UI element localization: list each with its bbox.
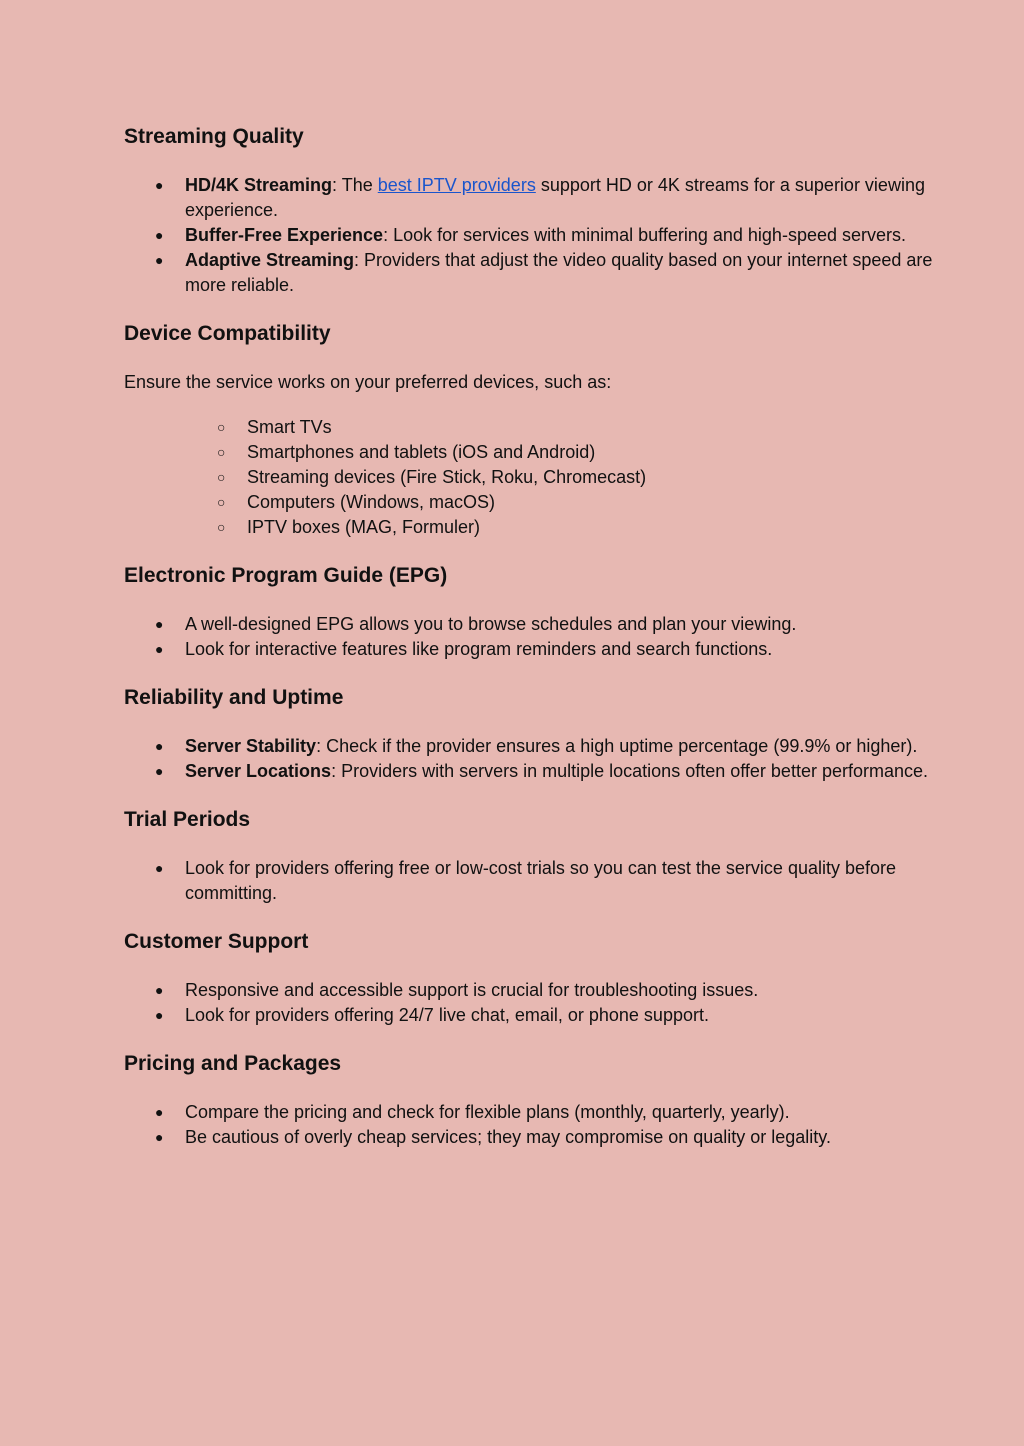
bullet-icon: ● [155, 616, 164, 632]
list-item [124, 248, 955, 298]
list-item [124, 173, 955, 223]
list-item [124, 515, 1024, 540]
section-heading: Electronic Program Guide (EPG) [124, 564, 448, 587]
section-heading: Streaming Quality [124, 125, 304, 148]
item-text: Look for interactive features like program reminders and search functions. [185, 639, 773, 659]
item-text: Responsive and accessible support is crucial for troubleshooting issues. [185, 980, 759, 1000]
section-heading: Trial Periods [124, 808, 251, 831]
bullet-icon: ● [155, 227, 164, 243]
bullet-list [124, 1100, 1024, 1150]
device-list [124, 415, 1024, 540]
item-text: Smart TVs [247, 417, 332, 437]
hollow-bullet-icon: ○ [217, 419, 226, 435]
list-item [124, 415, 1024, 440]
item-text: Computers (Windows, macOS) [247, 492, 496, 512]
hollow-bullet-icon: ○ [217, 519, 226, 535]
section-trial-periods [124, 806, 1024, 906]
section-pricing [124, 1050, 1024, 1150]
item-text: support HD or 4K streams for a superior viewing experience. [185, 175, 925, 220]
best-iptv-providers-link[interactable]: best IPTV providers [377, 175, 536, 195]
item-text: A well-designed EPG allows you to browse schedules and plan your viewing. [185, 614, 797, 634]
list-item [124, 1125, 955, 1150]
bullet-icon: ● [155, 252, 164, 268]
bullet-list [124, 856, 1024, 906]
bullet-icon: ● [155, 982, 164, 998]
item-text: Smartphones and tablets (iOS and Android) [247, 442, 596, 462]
bullet-icon: ● [155, 641, 164, 657]
bullet-icon: ● [155, 860, 164, 876]
bullet-list [124, 612, 1024, 662]
section-heading: Device Compatibility [124, 322, 331, 345]
item-bold-label: Server Stability [185, 736, 317, 756]
list-item [124, 440, 1024, 465]
hollow-bullet-icon: ○ [217, 444, 226, 460]
item-bold-label: HD/4K Streaming [185, 175, 333, 195]
bullet-list [124, 173, 1024, 298]
list-item [124, 465, 1024, 490]
bullet-icon: ● [155, 177, 164, 193]
bullet-icon: ● [155, 738, 164, 754]
bullet-list [124, 734, 1024, 784]
list-item [124, 223, 955, 248]
section-epg [124, 562, 1024, 662]
bullet-icon: ● [155, 1129, 164, 1145]
item-text: : Check if the provider ensures a high uptime percentage (99.9% or higher). [316, 736, 918, 756]
list-item [124, 759, 955, 784]
list-item [124, 637, 955, 662]
item-text: Look for providers offering 24/7 live chat, email, or phone support. [185, 1005, 709, 1025]
item-text: Streaming devices (Fire Stick, Roku, Chromecast) [247, 467, 647, 487]
list-item [124, 490, 1024, 515]
bullet-list [124, 978, 1024, 1028]
item-text: : The [332, 175, 378, 195]
section-heading: Pricing and Packages [124, 1052, 342, 1075]
list-item [124, 978, 955, 1003]
bullet-icon: ● [155, 1007, 164, 1023]
hollow-bullet-icon: ○ [217, 494, 226, 510]
section-intro: Ensure the service works on your preferred devices, such as: [124, 372, 612, 392]
item-text: : Providers that adjust the video quality based on your internet speed are more reliable. [185, 250, 933, 295]
item-text: Look for providers offering free or low-cost trials so you can test the service quality before committing. [185, 858, 897, 903]
section-customer-support [124, 928, 1024, 1028]
bullet-icon: ● [155, 763, 164, 779]
section-device-compatibility [124, 320, 1024, 540]
hollow-bullet-icon: ○ [217, 469, 226, 485]
item-text: : Providers with servers in multiple locations often offer better performance. [331, 761, 928, 781]
section-heading: Customer Support [124, 930, 309, 953]
list-item [124, 612, 955, 637]
item-text: Compare the pricing and check for flexible plans (monthly, quarterly, yearly). [185, 1102, 790, 1122]
bullet-icon: ● [155, 1104, 164, 1120]
list-item [124, 734, 955, 759]
item-bold-label: Buffer-Free Experience [185, 225, 384, 245]
section-streaming-quality [124, 123, 1024, 298]
section-heading: Reliability and Uptime [124, 686, 344, 709]
item-bold-label: Server Locations [185, 761, 332, 781]
item-text: : Look for services with minimal buffering and high-speed servers. [383, 225, 906, 245]
list-item [124, 1003, 955, 1028]
list-item [124, 1100, 955, 1125]
section-reliability [124, 684, 1024, 784]
list-item [124, 856, 955, 906]
item-bold-label: Adaptive Streaming [185, 250, 355, 270]
item-text: IPTV boxes (MAG, Formuler) [247, 517, 481, 537]
item-text: Be cautious of overly cheap services; they may compromise on quality or legality. [185, 1127, 831, 1147]
